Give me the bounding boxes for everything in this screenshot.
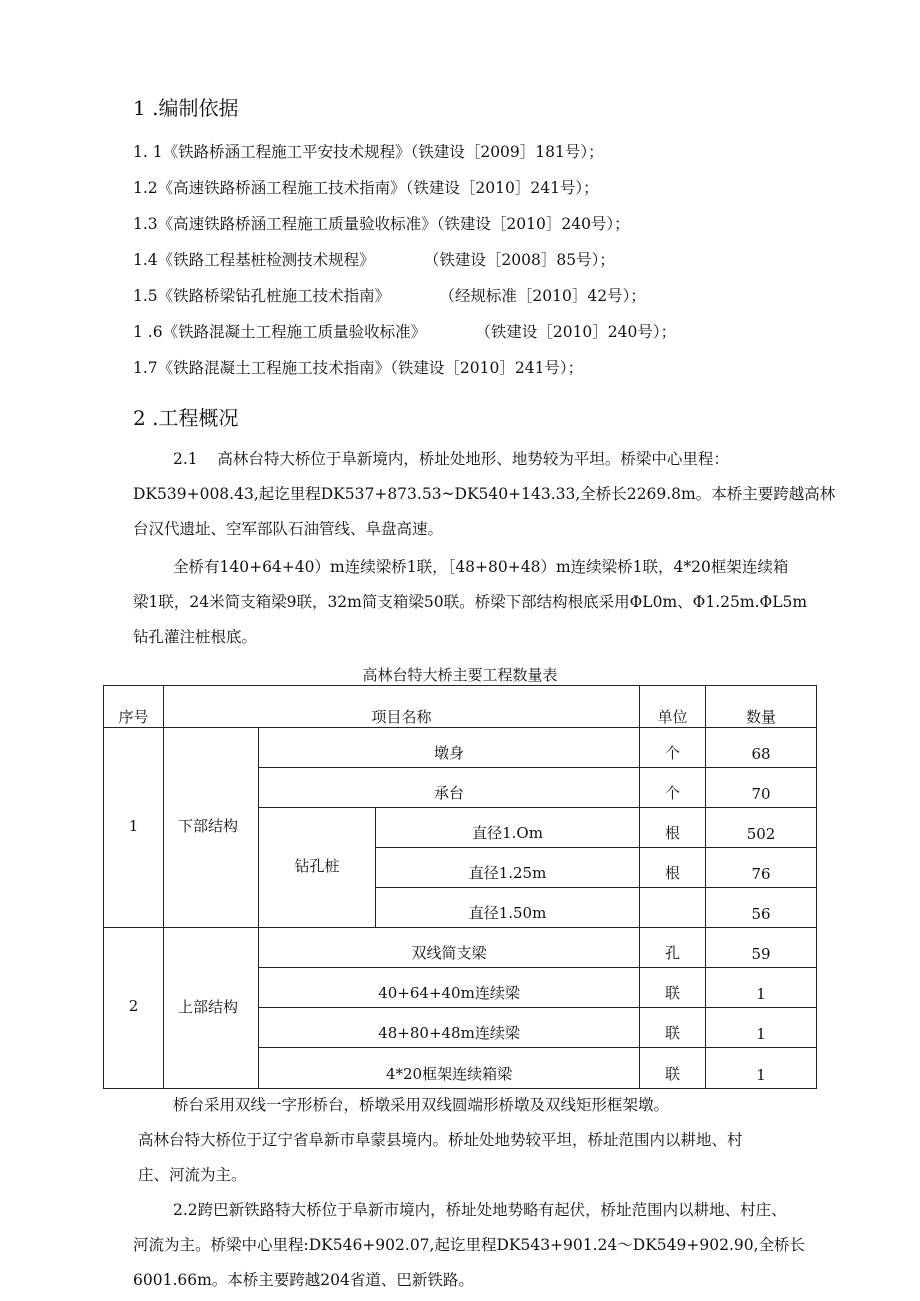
row-item: 双线简支梁 xyxy=(259,928,640,968)
row-item: 墩身 xyxy=(259,728,640,768)
row-item: 直径1.25m xyxy=(376,848,640,888)
reference-item-4: 1.4《铁路工程基桩检测技术规程》 （铁建设［2008］85号）； xyxy=(133,251,615,269)
group-1-name: 下部结构 xyxy=(164,728,259,928)
row-qty: 1 xyxy=(706,1008,817,1048)
row-unit: 个 xyxy=(640,768,706,808)
paragraph-line: 庄、河流为主。 xyxy=(138,1166,247,1184)
header-item: 项目名称 xyxy=(164,686,640,728)
row-unit: 联 xyxy=(640,1048,706,1089)
table-caption: 高林台特大桥主要工程数量表 xyxy=(362,666,558,684)
row-unit: 个 xyxy=(640,728,706,768)
section-2-heading: 2 .工程概况 xyxy=(133,406,239,430)
header-no: 序号 xyxy=(104,686,164,728)
paragraph-line: 2.1 高林台特大桥位于阜新境内，桥址处地形、地势较为平坦。桥梁中心里程： xyxy=(173,450,729,468)
row-unit: 联 xyxy=(640,968,706,1008)
reference-item-7: 1.7《铁路混凝土工程施工技术指南》（铁建设［2010］241号）； xyxy=(133,359,584,377)
row-unit xyxy=(640,888,706,928)
row-unit: 根 xyxy=(640,848,706,888)
reference-item-1: 1. 1《铁路桥涵工程施工平安技术规程》（铁建设［2009］181号）； xyxy=(133,143,604,161)
group-2-no: 2 xyxy=(104,928,164,1089)
paragraph-overview xyxy=(133,550,807,655)
reference-item-6: 1 .6《铁路混凝土工程施工质量验收标准》 （铁建设［2010］240号）； xyxy=(133,323,677,341)
row-unit: 孔 xyxy=(640,928,706,968)
table-row xyxy=(104,728,817,768)
table-header-row xyxy=(104,686,817,728)
abutment-note: 桥台采用双线一字形桥台，桥墩采用双线圆端形桥墩及双线矩形框架墩。 xyxy=(173,1096,670,1114)
row-item: 承台 xyxy=(259,768,640,808)
row-item: 48+80+48m连续梁 xyxy=(259,1008,640,1048)
paragraph-line: 河流为主。桥梁中心里程:DK546+902.07,起讫里程DK543+901.24～DK549+902.90,全桥长 xyxy=(133,1236,806,1254)
quantity-table xyxy=(103,685,817,1089)
row-item: 40+64+40m连续梁 xyxy=(259,968,640,1008)
paragraph-line: 钻孔灌注桩根底。 xyxy=(133,628,258,646)
row-item: 4*20框架连续箱梁 xyxy=(259,1048,640,1089)
reference-item-5: 1.5《铁路桥梁钻孔桩施工技术指南》 （经规标准［2010］42号）； xyxy=(133,287,646,305)
header-unit: 单位 xyxy=(640,686,706,728)
row-qty: 502 xyxy=(706,808,817,848)
paragraph-location xyxy=(138,1123,743,1193)
row-item: 直径1.50m xyxy=(376,888,640,928)
paragraph-line: 2.2跨巴新铁路特大桥位于阜新市境内，桥址处地势略有起伏，桥址范围内以耕地、村庄、 xyxy=(173,1201,787,1219)
section-1-heading: 1 .编制依据 xyxy=(133,96,239,120)
reference-item-3: 1.3《高速铁路桥涵工程施工质量验收标准》（铁建设［2010］240号）； xyxy=(133,215,630,233)
row-item: 直径1.Om xyxy=(376,808,640,848)
row-qty: 56 xyxy=(706,888,817,928)
paragraph-line: 6001.66m。本桥主要跨越204省道、巴新铁路。 xyxy=(133,1271,474,1289)
row-qty: 76 xyxy=(706,848,817,888)
header-qty: 数量 xyxy=(706,686,817,728)
paragraph-line: 高林台特大桥位于辽宁省阜新市阜蒙县境内。桥址处地势较平坦，桥址范围内以耕地、村 xyxy=(138,1131,743,1149)
row-unit: 联 xyxy=(640,1008,706,1048)
paragraph-line: 梁1联，24米简支箱梁9联，32m简支箱梁50联。桥梁下部结构根底采用ΦL0m、Φ1.25m.ΦL5m xyxy=(133,593,808,611)
group-2-name: 上部结构 xyxy=(164,928,259,1089)
row-qty: 59 xyxy=(706,928,817,968)
reference-item-2: 1.2《高速铁路桥涵工程施工技术指南》（铁建设［2010］241号）； xyxy=(133,179,599,197)
row-qty: 70 xyxy=(706,768,817,808)
row-qty: 1 xyxy=(706,1048,817,1089)
row-unit: 根 xyxy=(640,808,706,848)
paragraph-line: DK539+008.43,起讫里程DK537+873.53~DK540+143.33,全桥长2269.8m。本桥主要跨越高林 xyxy=(133,485,836,503)
paragraph-2-1 xyxy=(133,442,835,547)
row-qty: 68 xyxy=(706,728,817,768)
paragraph-line: 全桥有140+64+40）m连续梁桥1联，［48+80+48）m连续梁桥1联，4*20框架连续箱 xyxy=(173,558,789,576)
row-qty: 1 xyxy=(706,968,817,1008)
paragraph-line: 台汉代遗址、空军部队石油管线、阜盘高速。 xyxy=(133,520,444,538)
table-row xyxy=(104,928,817,968)
paragraph-2-2 xyxy=(133,1193,805,1298)
group-1-no: 1 xyxy=(104,728,164,928)
group-1-subgroup: 钻孔桩 xyxy=(259,808,376,928)
